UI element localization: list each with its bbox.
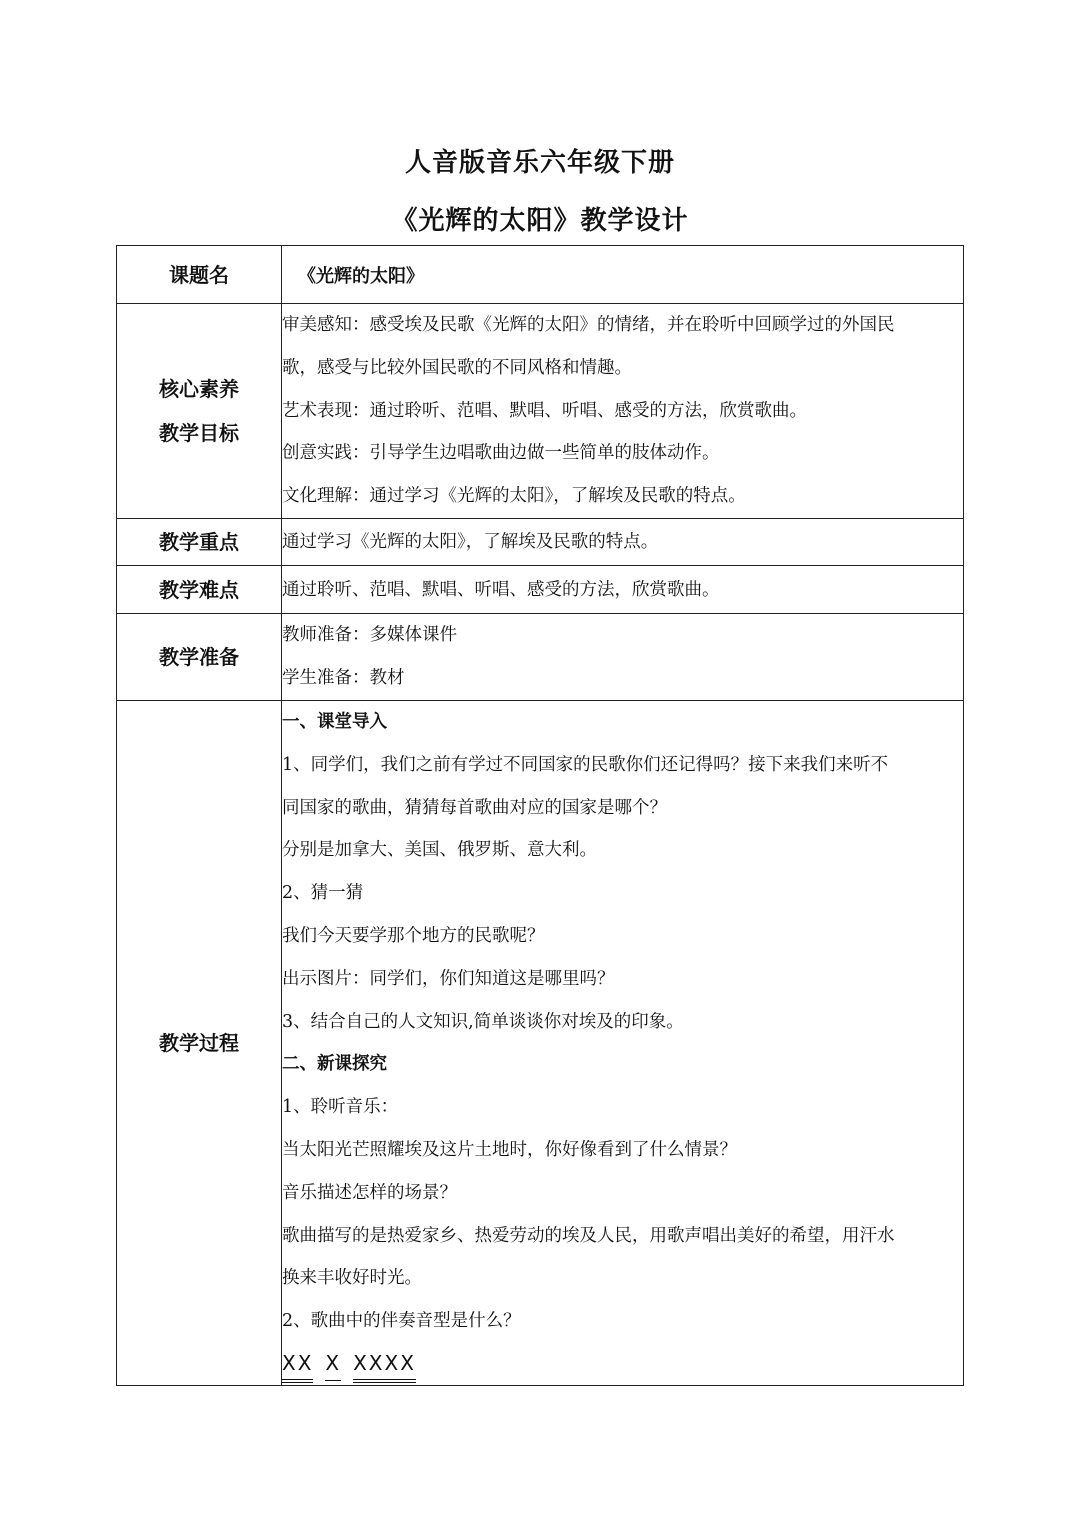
process-line: 3、结合自己的人文知识,简单谈谈你对埃及的印象。 [282, 1011, 684, 1032]
value-topic: 《光辉的太阳》 [282, 246, 964, 304]
row-process [117, 701, 964, 1386]
label-focus: 教学重点 [117, 519, 282, 566]
prep-line: 教师准备：多媒体课件 [282, 625, 457, 646]
label-topic: 课题名 [117, 246, 282, 304]
process-line: 同国家的歌曲，猜猜每首歌曲对应的国家是哪个？ [282, 797, 667, 818]
document-title: 人音版音乐六年级下册 [404, 148, 675, 178]
process-line: 2、歌曲中的伴奏音型是什么？ [282, 1311, 521, 1332]
core-line: 创意实践：引导学生边唱歌曲边做一些简单的肢体动作。 [282, 443, 720, 464]
value-process [282, 701, 964, 1386]
core-line: 歌，感受与比较外国民歌的不同风格和情趣。 [282, 357, 632, 378]
lesson-plan-table [116, 245, 964, 1386]
process-line: 我们今天要学那个地方的民歌呢？ [282, 925, 545, 946]
row-focus [117, 519, 964, 566]
label-difficulty: 教学难点 [117, 566, 282, 614]
rhythm-notation [282, 1347, 428, 1383]
label-preparation: 教学准备 [117, 614, 282, 701]
process-line: 换来丰收好时光。 [282, 1268, 422, 1289]
prep-line: 学生准备：教材 [282, 668, 405, 688]
label-core-line1: 核心素养 [159, 377, 239, 401]
process-line: 出示图片：同学们，你们知道这是哪里吗？ [282, 968, 615, 989]
rhythm-group-sixteenth: XX [282, 1347, 313, 1383]
value-preparation [282, 614, 964, 701]
process-line: 1、聆听音乐： [282, 1097, 399, 1118]
row-topic [117, 246, 964, 304]
rhythm-group-sixteenth: XXXX [353, 1347, 416, 1383]
process-heading: 一、课堂导入 [282, 712, 387, 732]
label-core-goals [117, 304, 282, 519]
core-line: 艺术表现：通过聆听、范唱、默唱、听唱、感受的方法，欣赏歌曲。 [282, 400, 807, 421]
process-heading: 二、新课探究 [282, 1054, 387, 1075]
row-preparation [117, 614, 964, 701]
row-core-goals [117, 304, 964, 519]
value-core-goals [282, 304, 964, 519]
label-core-line2: 教学目标 [159, 421, 239, 445]
process-line: 歌曲描写的是热爱家乡、热爱劳动的埃及人民，用歌声唱出美好的希望，用汗水 [282, 1225, 895, 1246]
process-line: 当太阳光芒照耀埃及这片土地时，你好像看到了什么情景？ [282, 1139, 737, 1160]
process-line: 2、猜一猜 [282, 883, 364, 904]
process-line: 1、同学们，我们之前有学过不同国家的民歌你们还记得吗？接下来我们来听不 [282, 754, 889, 775]
process-line: 音乐描述怎样的场景？ [282, 1182, 457, 1203]
process-line: 分别是加拿大、美国、俄罗斯、意大利。 [282, 840, 597, 861]
rhythm-group-eighth: X [325, 1347, 341, 1381]
document-subtitle: 《光辉的太阳》教学设计 [391, 206, 689, 236]
label-process: 教学过程 [117, 701, 282, 1386]
core-line: 审美感知：感受埃及民歌《光辉的太阳》的情绪，并在聆听中回顾学过的外国民 [282, 315, 895, 335]
value-focus: 通过学习《光辉的太阳》，了解埃及民歌的特点。 [282, 519, 964, 566]
core-line: 文化理解：通过学习《光辉的太阳》，了解埃及民歌的特点。 [282, 486, 746, 507]
row-difficulty [117, 566, 964, 614]
value-difficulty: 通过聆听、范唱、默唱、听唱、感受的方法，欣赏歌曲。 [282, 566, 964, 614]
